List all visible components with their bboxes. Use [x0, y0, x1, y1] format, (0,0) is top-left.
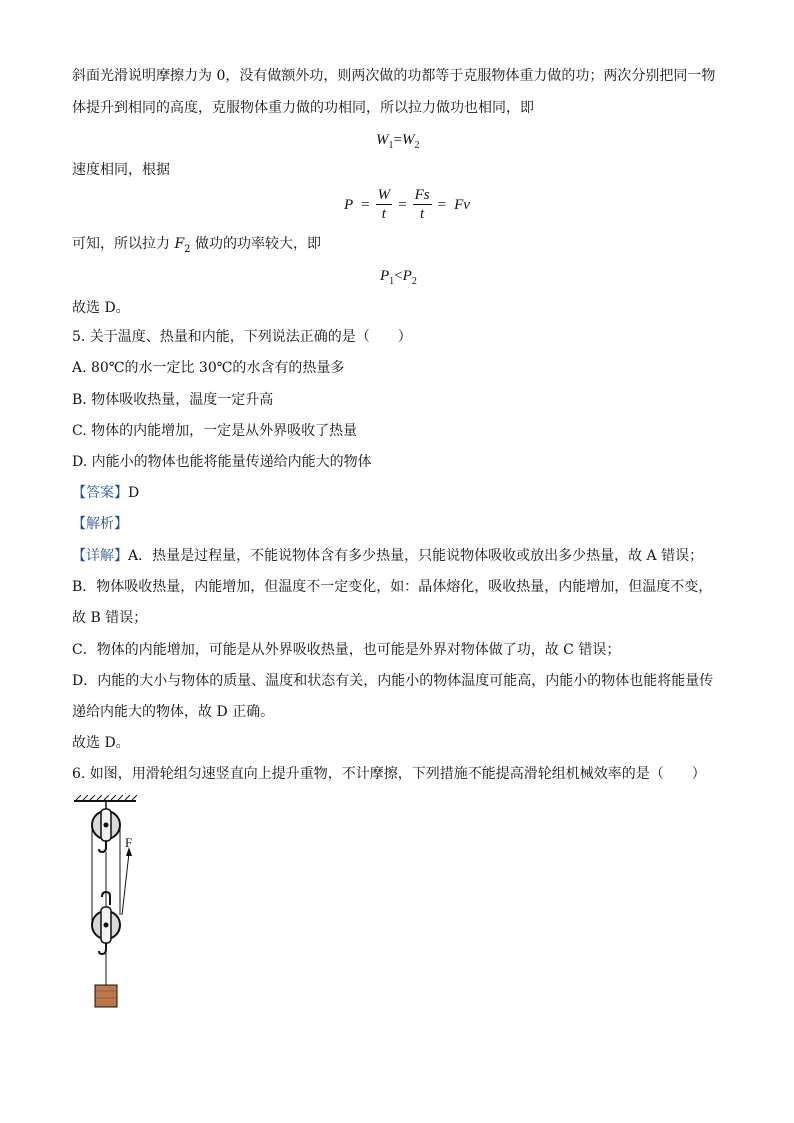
- analysis-tag: 【解析】: [72, 516, 128, 532]
- detail-line: C．物体的内能增加，可能是从外界吸收热量，也可能是外界对物体做了功，故 C 错误；: [72, 642, 621, 658]
- answer-line: [72, 483, 139, 503]
- subscript: 2: [414, 140, 420, 151]
- solution-text-line: 体提升到相同的高度，克服物体重力做的功相同，所以拉力做功也相同，即: [72, 100, 534, 116]
- weight-block: [95, 985, 117, 1007]
- solution-text-line: 可知，所以拉力 $F_2$ 做功的功率较大，即: [72, 236, 321, 255]
- equation-power-compare: $P_1<P_2$: [380, 268, 417, 287]
- question-5-stem: 5. 关于温度、热量和内能，下列说法正确的是（ ）: [72, 329, 412, 345]
- question-5-option-d: D. 内能小的物体也能将能量传递给内能大的物体: [72, 454, 372, 470]
- force-arrow: [122, 835, 132, 915]
- fraction-w-over-t: $\frac{W}{t}$: [377, 187, 391, 222]
- equals-sign: =: [393, 132, 402, 148]
- ceiling: [74, 795, 137, 801]
- conclusion-line: 故选 D。: [72, 735, 130, 751]
- solution-text-line: 速度相同，根据: [72, 162, 170, 178]
- force-label: F: [125, 835, 133, 850]
- symbol-fv: Fv: [454, 196, 470, 213]
- question-6-stem: 6. 如图，用滑轮组匀速竖直向上提升重物，不计摩擦，下列措施不能提高滑轮组机械效率的是（ ）: [72, 766, 706, 782]
- detail-line: 故 B 错误；: [72, 610, 148, 626]
- answer-tag: 【答案】: [72, 485, 128, 501]
- fixed-pulley: [92, 801, 120, 852]
- equation-work-equal: [376, 130, 419, 156]
- detail-line: D．内能的大小与物体的质量、温度和状态有关，内能小的物体温度可能高，内能小的物体也能将能量传: [72, 673, 714, 689]
- conclusion-line: 故选 D。: [72, 300, 130, 316]
- subscript: 1: [388, 140, 394, 151]
- question-5-option-c: C. 物体的内能增加，一定是从外界吸收了热量: [72, 423, 358, 439]
- equals-sign: =: [437, 196, 447, 213]
- symbol-w: W: [376, 132, 389, 148]
- question-5-option-b: B. 物体吸收热量，温度一定升高: [72, 392, 274, 408]
- answer-value: D: [128, 485, 140, 501]
- equation-power: [340, 186, 474, 223]
- symbol-p: P: [344, 196, 354, 213]
- detail-line: B．物体吸收热量，内能增加，但温度不一定变化，如：晶体熔化，吸收热量，内能增加，但温度不变，: [72, 579, 713, 595]
- equals-sign: =: [398, 196, 407, 213]
- solution-text-line: 斜面光滑说明摩擦力为 0，没有做额外功，则两次做的功都等于克服物体重力做的功；两次分别把同一物: [72, 68, 716, 84]
- question-5-option-a: A. 80℃的水一定比 30℃的水含有的热量多: [72, 360, 345, 376]
- detail-line: 递给内能大的物体，故 D 正确。: [72, 704, 275, 720]
- symbol-w: W: [401, 132, 415, 148]
- fraction-fs-over-t: $\frac{Fs}{t}$: [414, 187, 430, 222]
- detail-tag: 【详解】: [72, 548, 128, 564]
- detail-line: 【详解】A．热量是过程量，不能说物体含有多少热量，只能说物体吸收或放出多少热量，故 A 错误；: [72, 548, 704, 564]
- equals-sign: =: [361, 196, 370, 213]
- pulley-system-figure: [66, 795, 156, 1015]
